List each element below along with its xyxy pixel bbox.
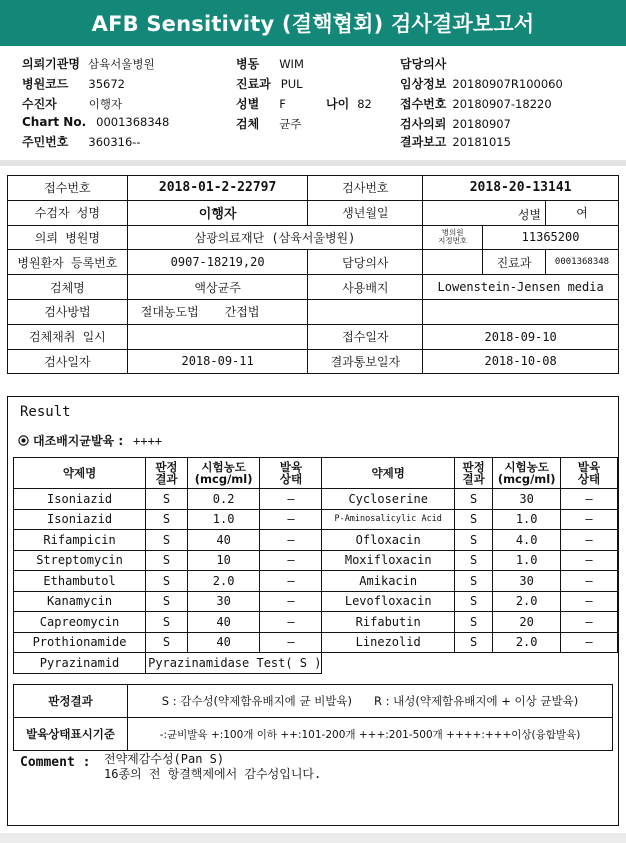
drug-growth: – <box>260 571 322 592</box>
conc-header <box>187 458 260 489</box>
result-header <box>146 458 188 489</box>
drug-result: S <box>454 489 492 510</box>
info-table <box>7 175 619 374</box>
legend-result-value: S : 감수성(약제함유배지에 균 비발육) R : 내성(약제함유배지에 + 이상 균발육) <box>128 685 613 718</box>
test-date-label: 검사일자 <box>8 349 128 374</box>
hosp-code-value: 35672 <box>88 77 125 91</box>
legend-growth-label: 발육상태표시기준 <box>14 718 128 751</box>
drug-name: P-Aminosalicylic Acid <box>322 509 454 530</box>
drug-result: S <box>454 550 492 571</box>
reception-no-label: 접수번호 <box>8 176 128 201</box>
drug-result: S <box>146 571 188 592</box>
comment-line-2: 16종의 전 항결핵제에서 감수성입니다. <box>104 767 322 781</box>
drug-conc: 40 <box>187 530 260 551</box>
specimen-value: 액상균주 <box>127 275 308 300</box>
header-ward <box>236 55 304 72</box>
table-row <box>8 225 619 250</box>
designated-label <box>423 225 483 250</box>
specimen-label: 검체 <box>236 117 260 131</box>
drug-conc: 2.0 <box>187 571 260 592</box>
empty-cell <box>322 653 618 674</box>
header-hospital <box>22 55 155 72</box>
medium-label: 사용배지 <box>308 275 423 300</box>
report-date-label: 결과통보일자 <box>308 349 423 374</box>
drug-conc: 10 <box>187 550 260 571</box>
drug-growth: – <box>260 509 322 530</box>
table-row <box>8 324 619 349</box>
table-row <box>14 571 618 592</box>
header-clinical <box>400 75 563 92</box>
drug-name: Levofloxacin <box>322 591 454 612</box>
legend-table <box>13 684 613 751</box>
drug-conc: 1.0 <box>187 509 260 530</box>
test-date-value: 2018-09-11 <box>127 349 308 374</box>
drug-name: Isoniazid <box>14 509 146 530</box>
clinical-value: 20180907R100060 <box>452 77 563 91</box>
sex-label: 성별 <box>517 207 541 222</box>
pza-label: Pyrazinamid <box>14 653 146 674</box>
result-section <box>7 396 619 826</box>
header-age <box>326 95 372 112</box>
drug-conc: 1.0 <box>493 550 561 571</box>
ward-value: WIM <box>279 57 304 71</box>
drug-growth: – <box>561 612 618 633</box>
table-row <box>14 509 618 530</box>
conc-header-1: 시험농도 <box>201 460 246 474</box>
drug-result: S <box>146 591 188 612</box>
ward-label: 병동 <box>236 57 260 71</box>
doctor-label: 담당의사 <box>400 57 447 71</box>
table-header-row <box>14 458 618 489</box>
drug-name: Rifabutin <box>322 612 454 633</box>
chart-label: Chart No. <box>22 115 87 129</box>
growth-header-2: 상태 <box>279 472 303 486</box>
header-hosp-code <box>22 75 125 92</box>
drug-growth: – <box>561 530 618 551</box>
drug-conc: 30 <box>187 591 260 612</box>
chart-value: 0001368348 <box>96 115 170 129</box>
recv-date-value: 2018-09-10 <box>423 324 619 349</box>
empty-cell <box>308 299 423 324</box>
drug-result: S <box>454 509 492 530</box>
drug-growth: – <box>561 489 618 510</box>
doctor-label: 담당의사 <box>308 250 423 275</box>
circle-dot-icon <box>18 435 29 446</box>
drug-conc: 4.0 <box>493 530 561 551</box>
growth-header-2: 상태 <box>577 472 601 486</box>
doctor-value <box>423 250 483 275</box>
method-b: 간접법 <box>224 305 260 320</box>
dept-value: PUL <box>280 77 303 91</box>
recv-date-label: 접수일자 <box>308 324 423 349</box>
drug-name: Kanamycin <box>14 591 146 612</box>
request-label: 검사의뢰 <box>400 117 447 131</box>
table-row <box>14 591 618 612</box>
growth-header <box>260 458 322 489</box>
drug-conc: 2.0 <box>493 632 561 653</box>
table-row <box>14 653 618 674</box>
reception-no-value: 2018-01-2-22797 <box>127 176 308 201</box>
patient-label: 수진자 <box>22 97 57 111</box>
req-hosp-value: 삼광의료재단 (삼육서울병원) <box>127 225 422 250</box>
table-row <box>14 489 618 510</box>
table-row <box>8 250 619 275</box>
report-date-value: 2018-10-08 <box>423 349 619 374</box>
drug-conc: 0.2 <box>187 489 260 510</box>
method-a: 절대농도법 <box>140 305 199 320</box>
accession-value: 20180907-18220 <box>452 97 552 111</box>
table-row <box>14 718 613 751</box>
conc-header-2: (mcg/ml) <box>497 472 556 486</box>
result-header-1: 판정 <box>462 460 485 474</box>
age-label: 나이 <box>326 97 350 111</box>
drug-growth: – <box>561 591 618 612</box>
pza-value: Pyrazinamidase Test( S ) <box>146 653 322 674</box>
drug-result: S <box>454 612 492 633</box>
header-specimen <box>236 115 301 132</box>
patient-value: 이행자 <box>88 97 123 111</box>
conc-header <box>493 458 561 489</box>
req-hosp-label: 의뢰 병원명 <box>8 225 128 250</box>
dept-label: 진료과 <box>483 250 546 275</box>
hospital-label: 의뢰기관명 <box>22 57 80 71</box>
drug-result: S <box>146 509 188 530</box>
drug-growth: – <box>561 509 618 530</box>
table-row <box>8 349 619 374</box>
drug-growth: – <box>561 571 618 592</box>
designated-label-2: 지정번호 <box>438 236 468 246</box>
result-title: Result <box>20 404 71 420</box>
collect-value <box>127 324 308 349</box>
drug-result: S <box>454 530 492 551</box>
hosp-reg-value: 0907-18219,20 <box>127 250 308 275</box>
growth-header-1: 발육 <box>577 460 601 474</box>
drug-growth: – <box>260 550 322 571</box>
medium-value: Lowenstein-Jensen media <box>423 275 619 300</box>
drug-name: Prothionamide <box>14 632 146 653</box>
designated-label-1: 병의원 <box>441 228 464 238</box>
patient-name-label: 수검자 성명 <box>8 200 128 225</box>
page-footer-strip <box>0 833 626 843</box>
table-row <box>14 685 613 718</box>
report-title: AFB Sensitivity (결핵협회) 검사결과보고서 <box>0 0 626 46</box>
header-accession <box>400 95 552 112</box>
drug-name: Capreomycin <box>14 612 146 633</box>
patient-name-value: 이행자 <box>127 200 308 225</box>
drug-growth: – <box>260 632 322 653</box>
specimen-value: 균주 <box>279 117 302 131</box>
drug-conc: 30 <box>493 489 561 510</box>
drug-conc: 1.0 <box>493 509 561 530</box>
drug-name: Streptomycin <box>14 550 146 571</box>
control-growth <box>18 432 162 449</box>
sex-value: 여 <box>546 200 619 225</box>
hosp-reg-label: 병원환자 등록번호 <box>8 250 128 275</box>
drug-header: 약제명 <box>322 458 454 489</box>
result-header-2: 결과 <box>462 472 485 486</box>
drug-name: Linezolid <box>322 632 454 653</box>
dob-label: 생년월일 <box>308 200 423 225</box>
conc-header-1: 시험농도 <box>504 460 549 474</box>
growth-header-1: 발육 <box>279 460 303 474</box>
drug-result: S <box>146 550 188 571</box>
drug-result: S <box>146 530 188 551</box>
drug-growth: – <box>561 550 618 571</box>
drug-table <box>13 457 618 674</box>
test-no-value: 2018-20-13141 <box>423 176 619 201</box>
comment-body <box>104 752 321 782</box>
drug-conc: 20 <box>493 612 561 633</box>
dept-label: 진료과 <box>236 77 271 91</box>
table-row <box>8 200 619 225</box>
header-request <box>400 115 511 132</box>
dept-value: 0001368348 <box>546 250 619 275</box>
table-row <box>14 550 618 571</box>
collect-label: 검체채취 일시 <box>8 324 128 349</box>
method-value <box>127 299 308 324</box>
rrn-label: 주민번호 <box>22 135 69 149</box>
table-row <box>8 299 619 324</box>
request-value: 20180907 <box>452 117 511 131</box>
drug-name: Amikacin <box>322 571 454 592</box>
sex-value: F <box>279 97 286 111</box>
legend-growth-value: -:균비발육 +:100개 이하 ++:101-200개 +++:201-500개 ++++:+++이상(융합발육) <box>128 718 613 751</box>
designated-value: 11365200 <box>483 225 619 250</box>
drug-result: S <box>454 632 492 653</box>
drug-growth: – <box>260 612 322 633</box>
header-chart <box>22 115 169 129</box>
accession-label: 접수번호 <box>400 97 447 111</box>
table-row <box>8 176 619 201</box>
header-rrn <box>22 133 141 150</box>
method-label: 검사방법 <box>8 299 128 324</box>
drug-growth: – <box>260 489 322 510</box>
table-row <box>14 530 618 551</box>
drug-header: 약제명 <box>14 458 146 489</box>
dob-value <box>423 200 546 225</box>
drug-result: S <box>146 489 188 510</box>
specimen-label: 검체명 <box>8 275 128 300</box>
drug-result: S <box>454 591 492 612</box>
drug-name: Cycloserine <box>322 489 454 510</box>
drug-growth: – <box>260 530 322 551</box>
drug-growth: – <box>561 632 618 653</box>
drug-name: Moxifloxacin <box>322 550 454 571</box>
drug-growth: – <box>260 591 322 612</box>
header-sex <box>236 95 286 112</box>
header-doctor <box>400 55 454 72</box>
growth-value: ++++ <box>133 434 163 448</box>
drug-conc: 2.0 <box>493 591 561 612</box>
clinical-label: 임상정보 <box>400 77 447 91</box>
age-value: 82 <box>357 97 372 111</box>
header-dept <box>236 75 303 92</box>
drug-conc: 40 <box>187 612 260 633</box>
comment-label: Comment : <box>20 755 91 770</box>
empty-cell <box>423 299 619 324</box>
section-divider <box>0 160 626 166</box>
sex-label: 성별 <box>236 97 260 111</box>
header-report <box>400 133 511 150</box>
drug-result: S <box>146 612 188 633</box>
hosp-code-label: 병원코드 <box>22 77 69 91</box>
growth-label: 대조배지균발육 : <box>33 434 124 448</box>
growth-header <box>561 458 618 489</box>
rrn-value: 360316-- <box>88 135 141 149</box>
report-label: 결과보고 <box>400 135 447 149</box>
conc-header-2: (mcg/ml) <box>194 472 253 486</box>
table-row <box>8 275 619 300</box>
result-header-1: 판정 <box>155 460 178 474</box>
result-header-2: 결과 <box>155 472 178 486</box>
drug-result: S <box>454 571 492 592</box>
header-patient <box>22 95 122 112</box>
drug-result: S <box>146 632 188 653</box>
drug-conc: 30 <box>493 571 561 592</box>
test-no-label: 검사번호 <box>308 176 423 201</box>
hospital-value: 삼육서울병원 <box>87 57 155 71</box>
drug-name: Ofloxacin <box>322 530 454 551</box>
comment-line-1: 전약제감수성(Pan S) <box>104 752 225 766</box>
legend-result-label: 판정결과 <box>14 685 128 718</box>
report-value: 20181015 <box>452 135 511 149</box>
drug-name: Rifampicin <box>14 530 146 551</box>
table-row <box>14 632 618 653</box>
table-row <box>14 612 618 633</box>
result-header <box>454 458 492 489</box>
drug-name: Isoniazid <box>14 489 146 510</box>
drug-name: Ethambutol <box>14 571 146 592</box>
drug-conc: 40 <box>187 632 260 653</box>
